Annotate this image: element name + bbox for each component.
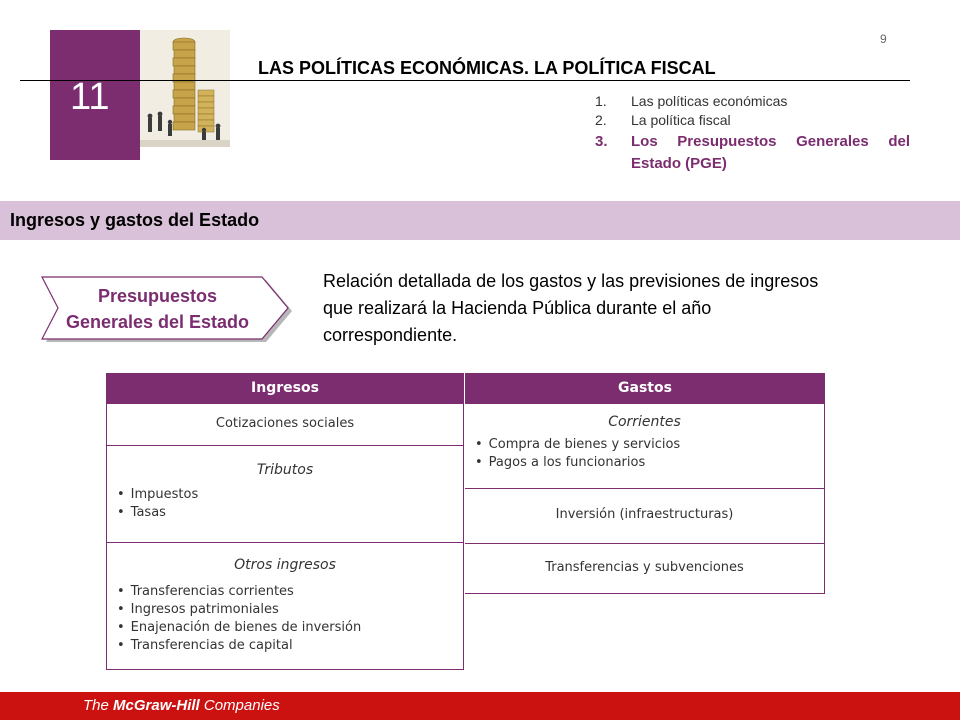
logo-suffix: Companies — [199, 697, 280, 714]
otros-ingresos-list — [107, 583, 463, 655]
ingresos-header: Ingresos — [106, 373, 464, 404]
budget-table — [106, 373, 825, 670]
list-item: • Transferencias corrientes — [117, 583, 463, 601]
logo-main: McGraw-Hill — [113, 697, 200, 714]
section-bar — [0, 201, 960, 240]
concept-term-line1: Presupuestos — [97, 286, 218, 306]
toc-item — [595, 112, 910, 128]
toc-number: 2. — [595, 112, 607, 128]
chapter-photo — [140, 30, 230, 147]
concept-term-line2: Generales del Estado — [65, 312, 250, 332]
gastos-header: Gastos — [465, 373, 825, 404]
section-title: Ingresos y gastos del Estado — [10, 210, 260, 230]
otros-ingresos-cell — [106, 543, 464, 670]
list-item: • Enajenación de bienes de inversión — [117, 619, 463, 637]
toc-label: Los Presupuestos Generales del Estado (PGE) — [631, 133, 910, 172]
inversion-label: Inversión (infraestructuras) — [555, 507, 734, 522]
list-item: • Impuestos — [117, 486, 463, 504]
toc-item — [595, 93, 910, 109]
page-number: 9 — [880, 32, 887, 46]
tributos-title: Tributos — [256, 462, 314, 478]
list-item: • Tasas — [117, 504, 463, 522]
list-item: • Ingresos patrimoniales — [117, 601, 463, 619]
toc-number: 1. — [595, 93, 607, 109]
concept-definition: Relación detallada de los gastos y las previsiones de ingresos que realizará la Hacienda Pública durante el año correspondiente. — [323, 271, 819, 345]
list-item: • Compra de bienes y servicios — [475, 436, 824, 454]
toc-number: 3. — [595, 133, 608, 150]
otros-ingresos-title: Otros ingresos — [234, 557, 336, 573]
toc-label: Las políticas económicas — [631, 93, 788, 109]
tributos-cell — [106, 446, 464, 543]
header-line — [20, 80, 910, 81]
corrientes-cell — [465, 404, 825, 489]
toc-item-active — [595, 131, 910, 175]
cotizaciones-cell — [106, 404, 464, 446]
logo-prefix: The — [83, 697, 114, 714]
gastos-column — [465, 373, 825, 594]
list-item: • Transferencias de capital — [117, 637, 463, 655]
chapter-number: 11 — [70, 76, 110, 118]
table-of-contents — [595, 93, 910, 178]
slide-title: LAS POLÍTICAS ECONÓMICAS. LA POLÍTICA FISCAL — [258, 58, 716, 78]
transferencias-label: Transferencias y subvenciones — [545, 560, 744, 575]
corrientes-list — [465, 436, 824, 472]
tributos-list — [107, 486, 463, 522]
ingresos-column — [106, 373, 464, 670]
corrientes-title: Corrientes — [608, 414, 681, 430]
list-item: • Pagos a los funcionarios — [475, 454, 824, 472]
toc-label: La política fiscal — [631, 112, 731, 128]
transferencias-cell — [465, 544, 825, 594]
inversion-cell — [465, 489, 825, 544]
mcgraw-hill-logo — [83, 697, 280, 714]
coins-people-image — [140, 30, 230, 147]
cotizaciones-label: Cotizaciones sociales — [215, 416, 355, 431]
concept-term — [40, 283, 275, 335]
footer-bar — [0, 692, 960, 720]
